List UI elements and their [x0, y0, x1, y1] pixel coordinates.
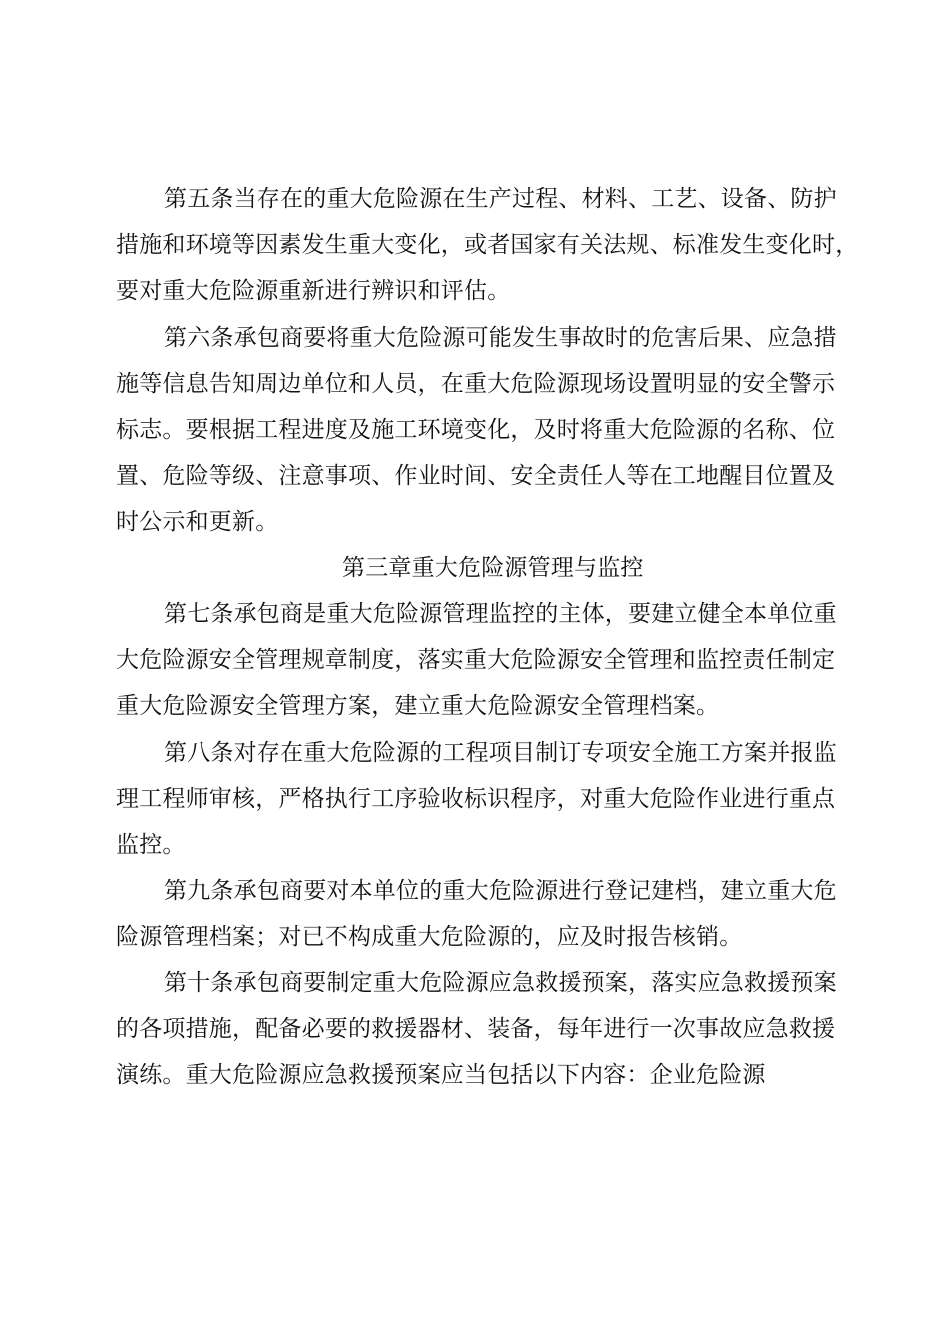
article-9-line-1: 第九条承包商要对本单位的重大危险源进行登记建档，建立重大危	[164, 878, 837, 904]
article-6-line-1: 第六条承包商要将重大危险源可能发生事故时的危害后果、应急措	[164, 325, 837, 351]
article-5-line-3: 要对重大危险源重新进行辨识和评估。	[116, 278, 511, 304]
article-5-line-1: 第五条当存在的重大危险源在生产过程、材料、工艺、设备、防护	[164, 186, 837, 212]
article-5-line-2: 措施和环境等因素发生重大变化，或者国家有关法规、标准发生变化时，	[116, 232, 859, 258]
article-9-line-2: 险源管理档案；对已不构成重大危险源的，应及时报告核销。	[116, 924, 743, 950]
article-6-line-2: 施等信息告知周边单位和人员，在重大危险源现场设置明显的安全警示	[116, 371, 836, 397]
article-8-line-2: 理工程师审核，严格执行工序验收标识程序，对重大危险作业进行重点	[116, 786, 836, 812]
article-6-line-3: 标志。要根据工程进度及施工环境变化，及时将重大危险源的名称、位	[116, 417, 836, 443]
article-6-line-5: 时公示和更新。	[116, 509, 279, 535]
article-7-line-1: 第七条承包商是重大危险源管理监控的主体，要建立健全本单位重	[164, 601, 837, 627]
article-7-line-3: 重大危险源安全管理方案，建立重大危险源安全管理档案。	[116, 693, 720, 719]
article-8-line-1: 第八条对存在重大危险源的工程项目制订专项安全施工方案并报监	[164, 740, 837, 766]
article-10-line-1: 第十条承包商要制定重大危险源应急救援预案，落实应急救援预案	[164, 970, 837, 996]
article-7-line-2: 大危险源安全管理规章制度，落实重大危险源安全管理和监控责任制定	[116, 647, 836, 673]
article-10-line-3: 演练。重大危险源应急救援预案应当包括以下内容：企业危险源	[116, 1062, 766, 1088]
chapter-heading: 第三章重大危险源管理与监控	[342, 555, 644, 581]
article-10-line-2: 的各项措施，配备必要的救援器材、装备，每年进行一次事故应急救援	[116, 1016, 836, 1042]
article-8-line-3: 监控。	[116, 832, 186, 858]
article-6-line-4: 置、危险等级、注意事项、作业时间、安全责任人等在工地醒目位置及	[116, 463, 836, 489]
